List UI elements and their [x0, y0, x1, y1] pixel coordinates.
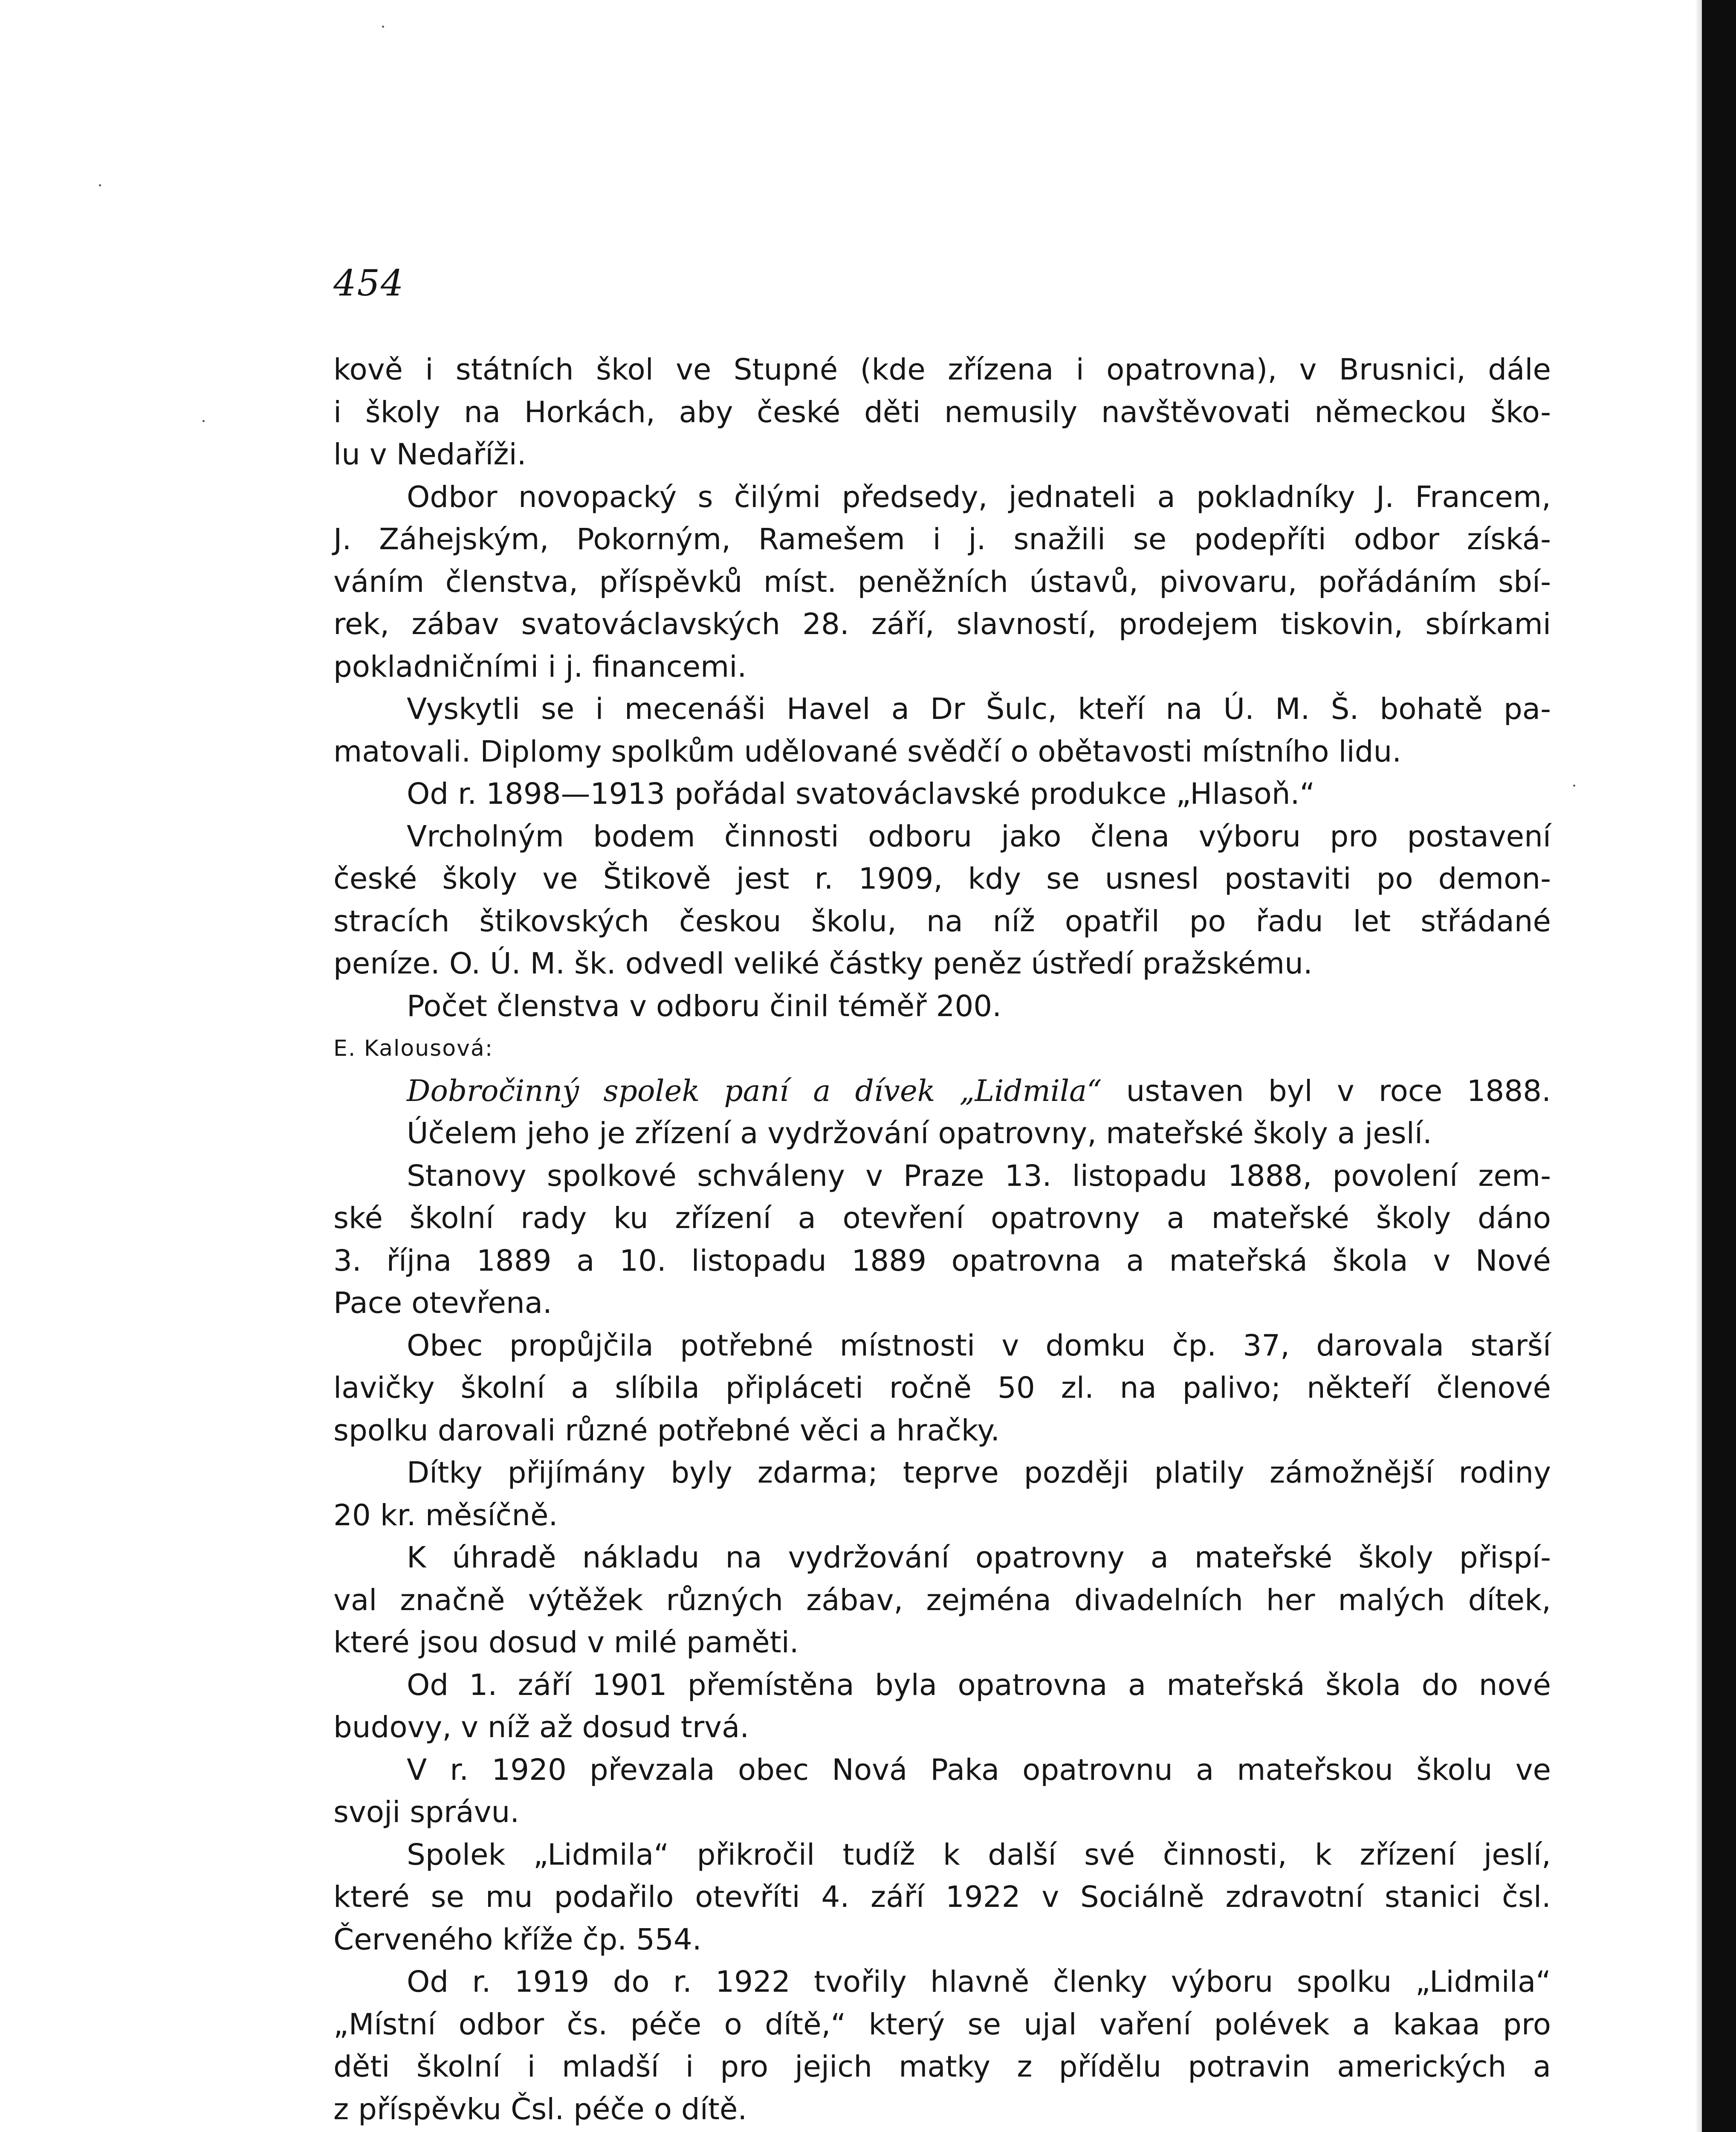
paragraph — [333, 349, 1551, 476]
paragraph — [333, 1834, 1551, 1961]
paragraph — [333, 1749, 1551, 1834]
text-line: lu v Nedaříži. — [333, 437, 527, 472]
page-number: 454 — [333, 262, 405, 304]
text-line: i školy na Horkách, aby české děti nemusily navštěvovati německou ško- — [333, 395, 1551, 429]
text-line: 20 kr. měsíčně. — [333, 1498, 558, 1532]
paragraph — [333, 816, 1551, 985]
text-line: z příspěvku Čsl. péče o dítě. — [333, 2092, 747, 2126]
heading-rest: ustaven byl v roce 1888. — [1102, 1074, 1551, 1108]
text-line: J. Záhejským, Pokorným, Ramešem i j. snažili se podepříti odbor získá- — [333, 522, 1551, 556]
paragraph — [333, 1112, 1551, 1155]
text-line: které se mu podařilo otevříti 4. září 1922 v Sociálně zdravotní stanici čsl. — [333, 1880, 1551, 1914]
text-line: Dítky přijímány byly zdarma; teprve později platily zámožnější rodiny — [407, 1456, 1551, 1490]
text-line: „Místní odbor čs. péče o dítě,“ který se ujal vaření polévek a kakaa pro — [333, 2007, 1551, 2042]
text-line: váním členstva, příspěvků míst. peněžních ústavů, pivovaru, pořádáním sbí- — [333, 565, 1551, 599]
text-line: ské školní rady ku zřízení a otevření opatrovny a mateřské školy dáno — [333, 1201, 1551, 1235]
text-line: Odbor novopacký s čilými předsedy, jednateli a pokladníky J. Francem, — [407, 480, 1551, 514]
text-line: Stanovy spolkové schváleny v Praze 13. listopadu 1888, povolení zem- — [407, 1159, 1551, 1193]
paragraph — [333, 1537, 1551, 1664]
text-line: peníze. O. Ú. M. šk. odvedl veliké částky peněz ústředí pražskému. — [333, 947, 1313, 981]
text-line: svoji správu. — [333, 1795, 520, 1829]
text-line: Od r. 1898—1913 pořádal svatováclavské produkce „Hlasoň.“ — [407, 777, 1315, 811]
text-line: K úhradě nákladu na vydržování opatrovny a mateřské školy přispí- — [407, 1541, 1551, 1575]
text-line: Obec propůjčila potřebné místnosti v domku čp. 37, darovala starší — [407, 1328, 1551, 1363]
scan-speck — [1573, 785, 1575, 787]
text-line: matovali. Diplomy spolkům udělované svědčí o obětavosti místního lidu. — [333, 734, 1402, 769]
text-line: Červeného kříže čp. 554. — [333, 1922, 702, 1957]
paragraph — [333, 1961, 1551, 2131]
heading-line — [333, 1070, 1551, 1113]
scan-speck — [203, 420, 205, 422]
paragraph — [333, 1452, 1551, 1537]
text-line: V r. 1920 převzala obec Nová Paka opatrovnu a mateřskou školu ve — [407, 1753, 1551, 1787]
section-odbor — [333, 349, 1551, 1028]
text-line: Vrcholným bodem činnosti odboru jako člena výboru pro postavení — [407, 819, 1551, 854]
author-line: E. Kalousová: — [333, 1036, 494, 1061]
page-edge-shadow — [1695, 0, 1702, 2132]
text-line: kově i státních škol ve Stupné (kde zřízena i opatrovna), v Brusnici, dále — [333, 353, 1551, 387]
text-line: 3. října 1889 a 10. listopadu 1889 opatrovna a mateřská škola v Nové — [333, 1243, 1551, 1278]
text-line: které jsou dosud v milé paměti. — [333, 1625, 799, 1660]
text-line: val značně výtěžek různých zábav, zejména divadelních her malých dítek, — [333, 1583, 1551, 1617]
body-text — [333, 349, 1551, 2131]
text-line: rek, zábav svatováclavských 28. září, slavností, prodejem tiskovin, sbírkami — [333, 607, 1551, 641]
paragraph — [333, 985, 1551, 1028]
paragraph — [333, 688, 1551, 773]
text-line: stracích štikovských českou školu, na níž opatřil po řadu let střádané — [333, 904, 1551, 939]
text-line: Počet členstva v odboru činil téměř 200. — [407, 989, 1002, 1023]
paragraph — [333, 1155, 1551, 1325]
text-line: pokladničními i j. financemi. — [333, 649, 747, 684]
text-line: Od r. 1919 do r. 1922 tvořily hlavně členky výboru spolku „Lidmila“ — [407, 1965, 1551, 1999]
paragraph — [333, 1325, 1551, 1452]
text-line: Spolek „Lidmila“ přikročil tudíž k další své činnosti, k zřízení jeslí, — [407, 1837, 1551, 1872]
text-line: Vyskytli se i mecenáši Havel a Dr Šulc, kteří na Ú. M. Š. bohatě pa- — [407, 692, 1551, 726]
scan-speck — [382, 26, 384, 28]
scan-speck — [99, 184, 101, 186]
scan-border-right — [1702, 0, 1736, 2132]
text-line: Účelem jeho je zřízení a vydržování opatrovny, mateřské školy a jeslí. — [407, 1116, 1432, 1150]
text-line: Pace otevřena. — [333, 1286, 552, 1320]
paragraph — [333, 476, 1551, 689]
section-lidmila — [333, 1112, 1551, 2131]
text-line: lavičky školní a slíbila připláceti ročně 50 zl. na palivo; někteří členové — [333, 1371, 1551, 1405]
text-line: Od 1. září 1901 přemístěna byla opatrovna a mateřská škola do nové — [407, 1668, 1551, 1702]
text-line: děti školní i mladší i pro jejich matky z přídělu potravin amerických a — [333, 2050, 1551, 2084]
text-line: spolku darovali různé potřebné věci a hračky. — [333, 1413, 1000, 1448]
paragraph — [333, 773, 1551, 816]
text-line: budovy, v níž až dosud trvá. — [333, 1710, 749, 1744]
paragraph — [333, 1664, 1551, 1749]
society-name: Dobročinný spolek paní a dívek „Lidmila“ — [407, 1074, 1102, 1108]
text-line: české školy ve Štikově jest r. 1909, kdy se usnesl postaviti po demon- — [333, 862, 1551, 896]
